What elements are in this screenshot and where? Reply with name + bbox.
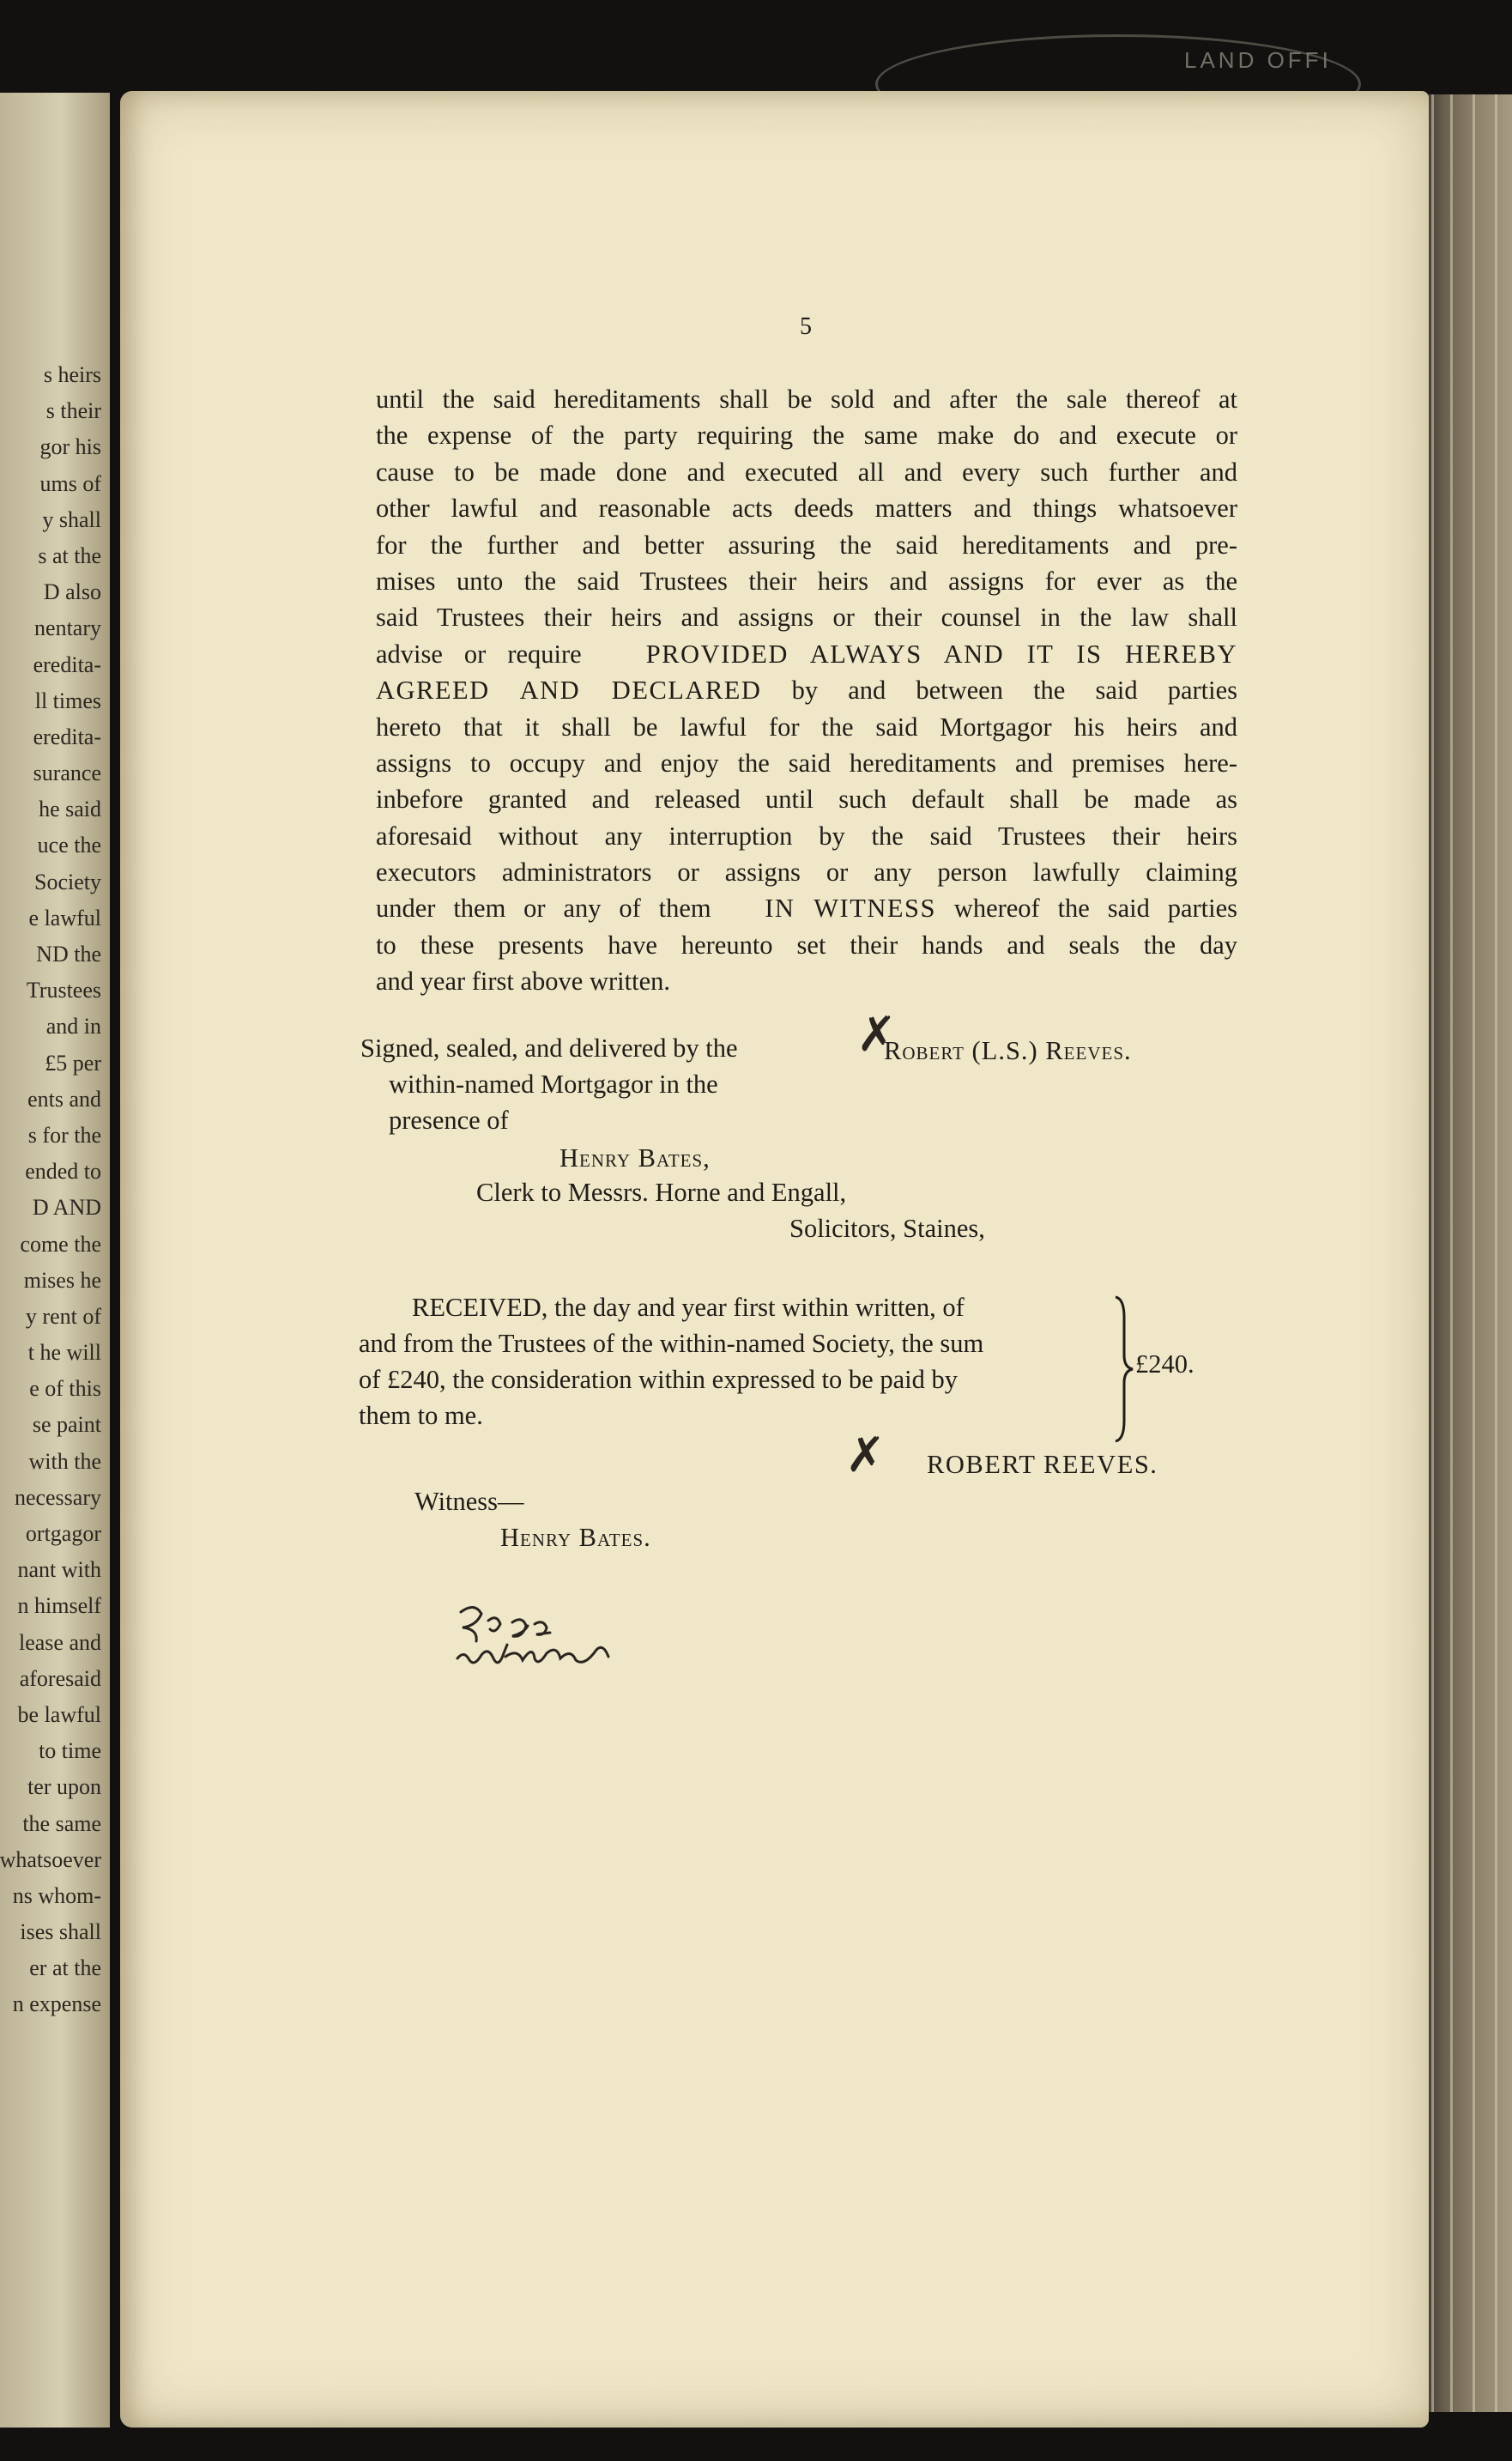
facing-page-line: come the (20, 1231, 101, 1257)
facing-page-line: D AND (32, 1195, 101, 1221)
witness-label: Witness— (414, 1487, 524, 1516)
facing-page-line: eredita- (33, 724, 101, 749)
receipt-line-4: them to me. (359, 1401, 483, 1430)
receipt-amount: £240. (1135, 1349, 1194, 1379)
body-line: cause to be made done and executed all and every such further and (376, 457, 1237, 487)
facing-page-line: ND the (36, 942, 101, 967)
facing-page-line: ortgagor (25, 1521, 101, 1546)
agreed-declared-clause: AGREED AND DECLARED (376, 676, 762, 706)
facing-page-line: and in (45, 1014, 101, 1040)
body-line: until the said hereditaments shall be sold and after the sale thereof at (376, 385, 1237, 414)
facing-page-line: gor his (39, 434, 101, 460)
facing-page-line: mises he (23, 1267, 101, 1293)
body-line: and year first above written. (376, 967, 670, 997)
mortgagor-signature: Robert (L.S.) Reeves. (884, 1036, 1132, 1065)
attestation-line-3: presence of (389, 1106, 509, 1135)
body-line: aforesaid without any interruption by the said Trustees their heirs (376, 821, 1237, 851)
curly-brace (1112, 1292, 1138, 1446)
body-line-provided: advise or require PROVIDED ALWAYS AND IT IS HEREBY (376, 639, 1238, 669)
facing-page-line: se paint (32, 1412, 101, 1438)
attestation-line-2: within-named Mortgagor in the (389, 1070, 718, 1099)
receipt-mark-icon: ✗ (845, 1429, 886, 1482)
body-line: to these presents have hereunto set their hands and seals the day (376, 930, 1237, 960)
facing-page-line: uce the (37, 833, 101, 858)
witness-title: Clerk to Messrs. Horne and Engall, (476, 1178, 847, 1207)
facing-page-line: s at the (38, 543, 101, 568)
body-line: mises unto the said Trustees their heirs and assigns for ever as the (376, 566, 1237, 596)
facing-page-line: n himself (17, 1593, 101, 1619)
page-stack-edge (1416, 94, 1512, 2412)
facing-page-line: ended to (25, 1159, 101, 1185)
facing-page-line: whatsoever (0, 1846, 101, 1872)
witness-name: Henry Bates, (559, 1143, 711, 1173)
body-line: other lawful and reasonable acts deeds matters and things whatsoever (376, 494, 1237, 524)
body-line: inbefore granted and released until such default shall be made as (376, 785, 1237, 815)
facing-page-line: eredita- (33, 652, 101, 677)
facing-page-line: surance (33, 761, 101, 786)
facing-page-line: with the (28, 1448, 101, 1474)
body-line: hereto that it shall be lawful for the said Mortgagor his heirs and (376, 712, 1237, 742)
body-line-witness: under them or any of them IN WITNESS whereof the said parties (376, 894, 1238, 924)
facing-page-line: nant with (17, 1557, 101, 1583)
facing-page-line: y rent of (25, 1303, 101, 1329)
witness2-name: Henry Bates. (500, 1523, 651, 1552)
handwritten-annotation (451, 1595, 639, 1689)
stamp-lettering: LAND OFFI (1184, 47, 1332, 73)
witness-place: Solicitors, Staines, (789, 1214, 985, 1243)
facing-page-line: n expense (12, 1991, 101, 2017)
facing-page-line: s their (45, 398, 101, 424)
facing-page-line: necessary (14, 1484, 101, 1510)
facing-page-line: Trustees (26, 978, 101, 1003)
body-line-agreed: AGREED AND DECLARED by and between the said parties (376, 676, 1237, 706)
facing-page-line: e lawful (28, 905, 101, 930)
facing-page-line: he said (39, 797, 101, 822)
facing-page-line: y shall (42, 506, 101, 532)
receipt-line-3: of £240, the consideration within expressed to be paid by (359, 1365, 958, 1394)
page-number: 5 (800, 313, 812, 340)
facing-page-line: t he will (27, 1340, 101, 1366)
facing-page-line: Society (34, 869, 101, 894)
facing-page-line: lease and (18, 1629, 101, 1655)
in-witness-clause: IN WITNESS (765, 894, 936, 924)
attestation-line-1: Signed, sealed, and delivered by the (360, 1033, 738, 1063)
body-line: the expense of the party requiring the same make do and execute or (376, 421, 1237, 451)
receipt-line-1: RECEIVED, the day and year first within written, of (412, 1293, 965, 1322)
body-line: for the further and better assuring the said hereditaments and pre- (376, 530, 1237, 560)
facing-page-line: e of this (29, 1376, 101, 1402)
facing-page-line: er at the (29, 1955, 101, 1981)
facing-page-line: s heirs (43, 362, 101, 387)
facing-page-text (0, 357, 101, 2023)
facing-page-line: £5 per (45, 1050, 101, 1076)
provided-always-clause: PROVIDED ALWAYS AND IT IS HEREBY (645, 639, 1238, 669)
facing-page (0, 93, 110, 2428)
mortgagor-mark-icon: ✗ (856, 1009, 897, 1062)
facing-page-line: aforesaid (19, 1665, 101, 1691)
facing-page-line: ter upon (27, 1774, 101, 1800)
facing-page-line: ns whom- (12, 1882, 101, 1908)
facing-page-line: ll times (34, 688, 101, 713)
facing-page-line: the same (22, 1810, 101, 1836)
facing-page-line: ises shall (20, 1919, 101, 1945)
body-line: assigns to occupy and enjoy the said hereditaments and premises here- (376, 748, 1237, 778)
receipt-signature: ROBERT REEVES. (927, 1450, 1158, 1479)
facing-page-line: ents and (27, 1086, 101, 1112)
facing-page-line: D also (43, 579, 101, 605)
facing-page-line: be lawful (17, 1701, 101, 1727)
body-line: executors administrators or assigns or any person lawfully claiming (376, 858, 1237, 888)
facing-page-line: s for the (27, 1122, 101, 1148)
facing-page-line: ums of (39, 470, 101, 496)
body-line: said Trustees their heirs and assigns or their counsel in the law shall (376, 603, 1237, 633)
facing-page-line: nentary (34, 615, 101, 641)
receipt-line-2: and from the Trustees of the within-named Society, the sum (359, 1329, 984, 1358)
facing-page-line: to time (39, 1738, 101, 1764)
deed-body (376, 381, 1237, 1000)
